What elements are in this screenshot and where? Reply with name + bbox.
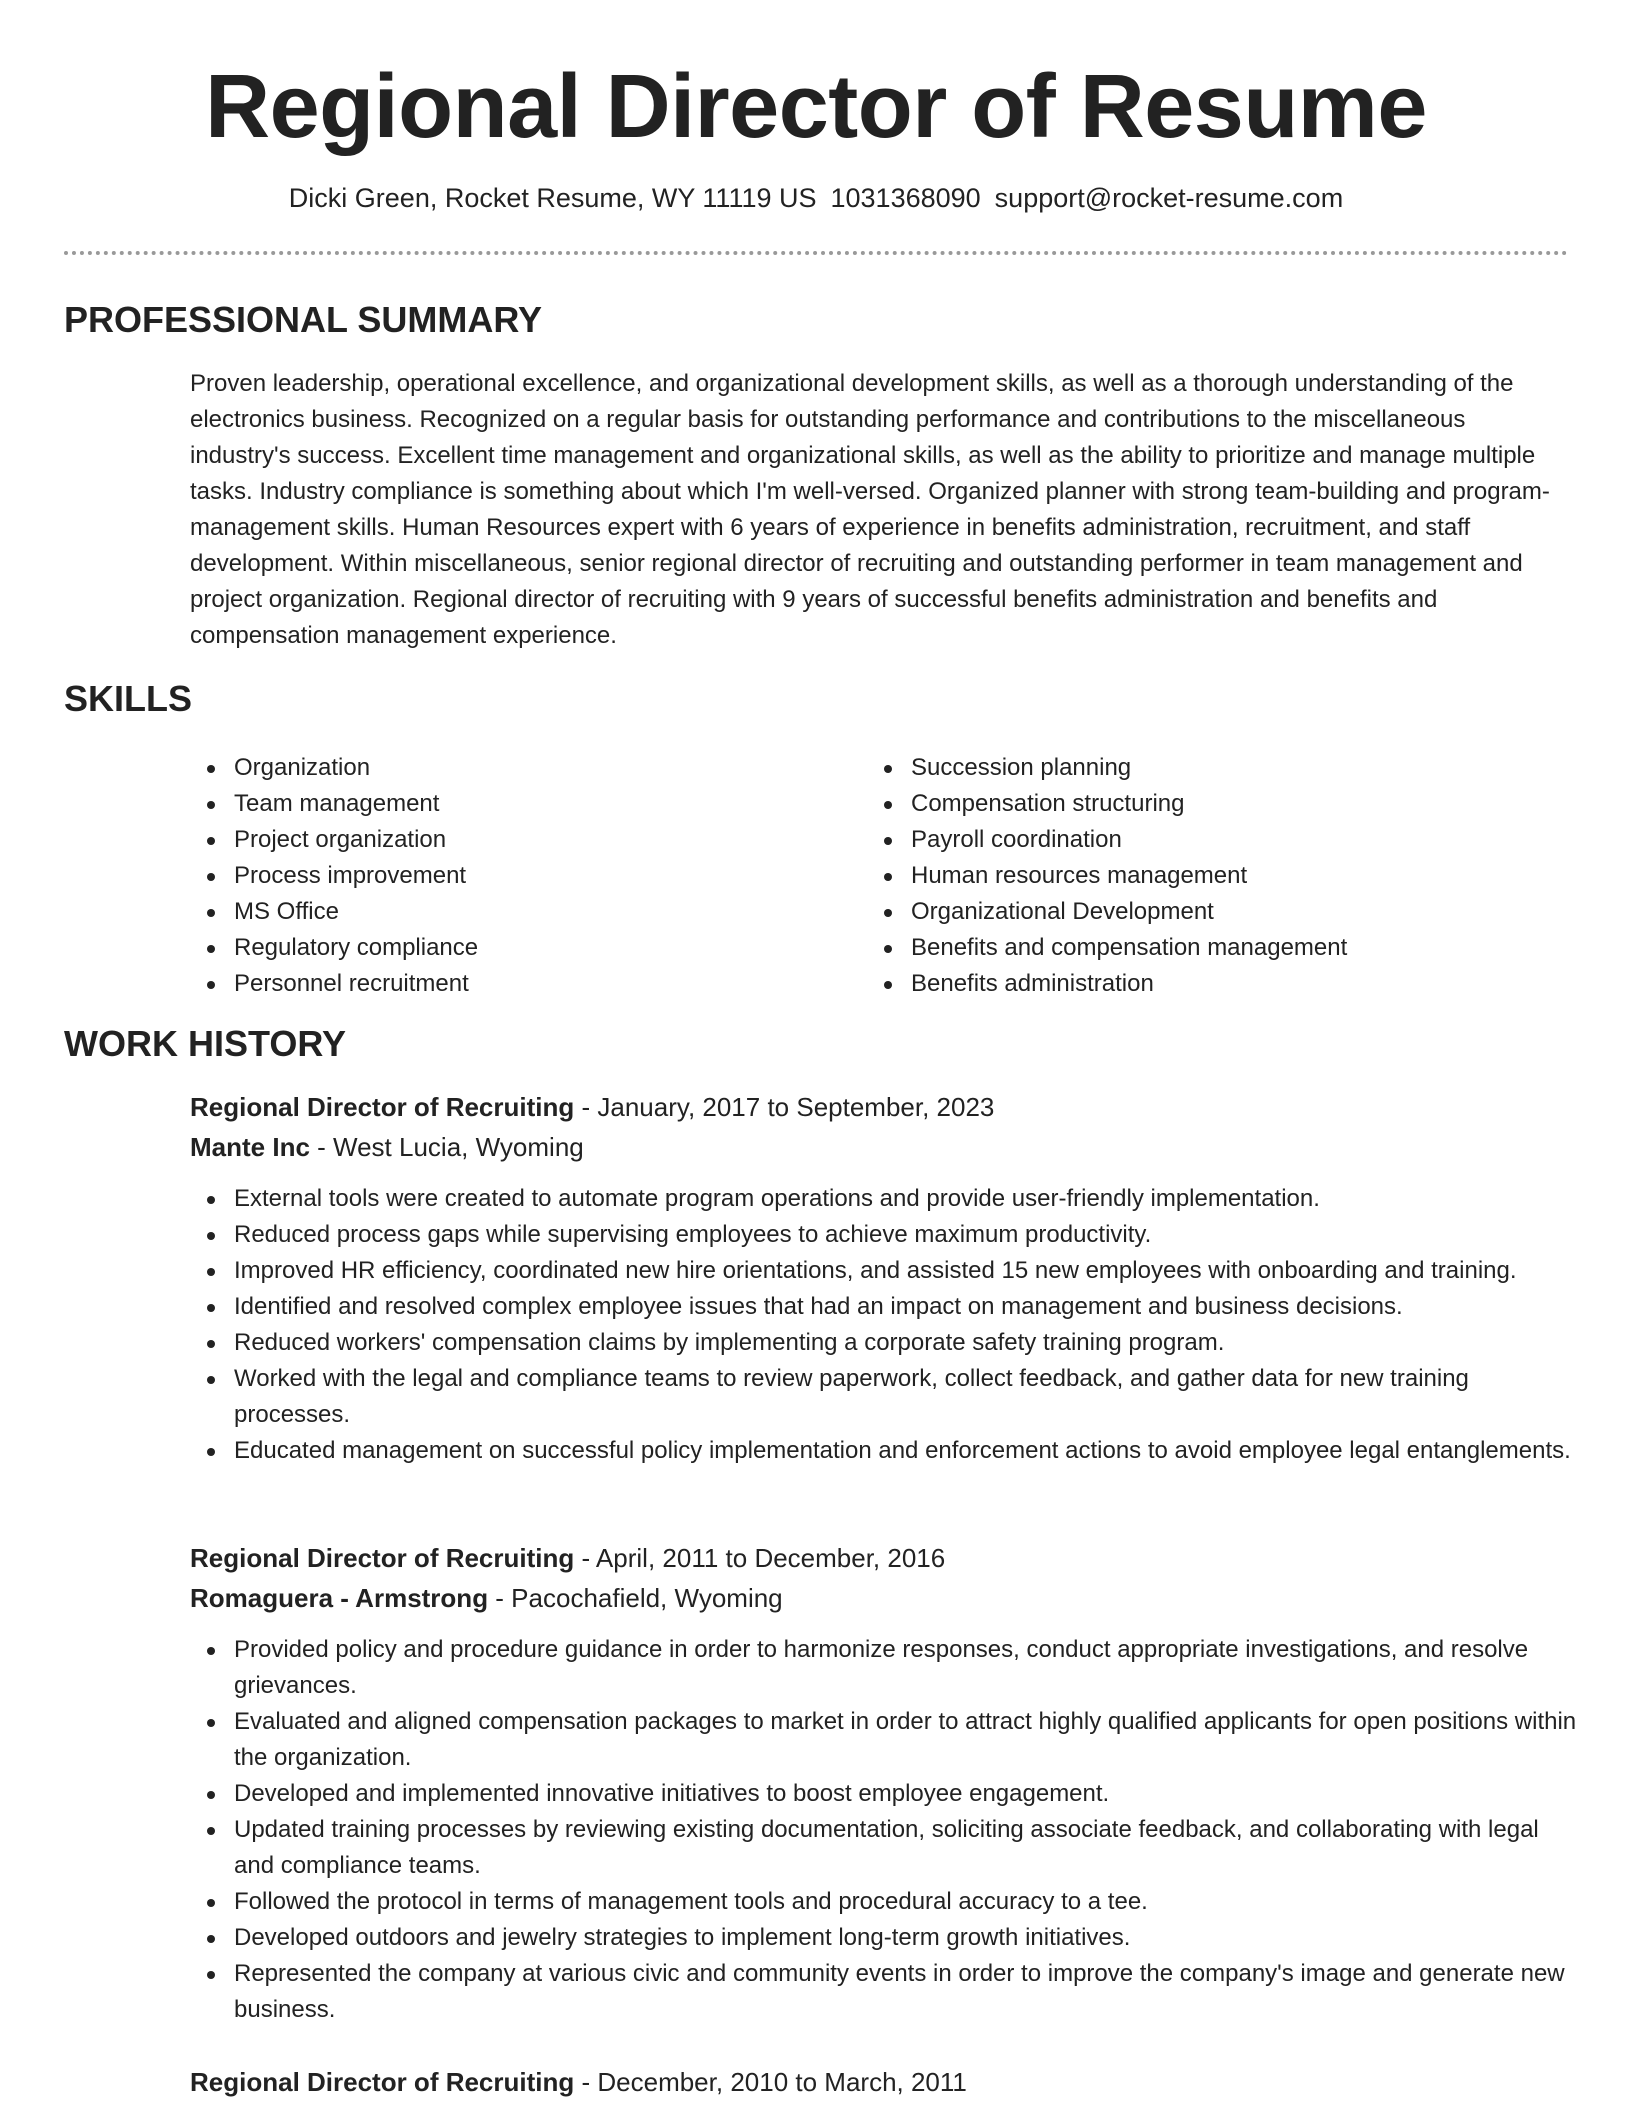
summary-heading: PROFESSIONAL SUMMARY	[64, 299, 543, 340]
job-location: - West Lucia, Wyoming	[309, 1132, 584, 1162]
skill-item: Process improvement	[190, 858, 790, 894]
job-title-line	[190, 1538, 1580, 1578]
skills-list-right	[867, 750, 1567, 1002]
job-entry	[190, 1087, 1580, 1469]
job-dates: - December, 2010 to March, 2011	[574, 2067, 967, 2097]
resume-title: Regional Director of Resume	[205, 57, 1427, 157]
skill-item: Team management	[190, 786, 790, 822]
skill-item: Human resources management	[867, 858, 1567, 894]
job-duty: Improved HR efficiency, coordinated new hire orientations, and assisted 15 new employees with onboarding and training.	[190, 1253, 1580, 1289]
skills-heading: SKILLS	[64, 678, 193, 719]
skill-item: Payroll coordination	[867, 822, 1567, 858]
job-title: Regional Director of Recruiting	[190, 2067, 575, 2097]
job-duty: Represented the company at various civic and community events in order to improve the company's image and generate new business.	[190, 1956, 1580, 2028]
job-entry	[190, 2062, 1580, 2102]
job-company: Romaguera - Armstrong	[190, 1583, 489, 1613]
contact-email: support@rocket-resume.com	[994, 183, 1344, 213]
skill-item: Regulatory compliance	[190, 930, 790, 966]
skill-item: MS Office	[190, 894, 790, 930]
job-duties-list	[190, 1181, 1580, 1469]
job-company-line	[190, 1578, 1580, 1618]
job-dates: - April, 2011 to December, 2016	[574, 1543, 946, 1573]
job-title: Regional Director of Recruiting	[190, 1543, 575, 1573]
job-duty: Reduced process gaps while supervising employees to achieve maximum productivity.	[190, 1217, 1580, 1253]
skill-item: Benefits and compensation management	[867, 930, 1567, 966]
job-duty: Updated training processes by reviewing existing documentation, soliciting associate feedback, and collaborating with legal and compliance teams.	[190, 1812, 1580, 1884]
job-duty: Reduced workers' compensation claims by implementing a corporate safety training program.	[190, 1325, 1580, 1361]
job-duty: Followed the protocol in terms of management tools and procedural accuracy to a tee.	[190, 1884, 1580, 1920]
job-title: Regional Director of Recruiting	[190, 1092, 575, 1122]
contact-phone: 1031368090	[830, 183, 981, 213]
job-duties-list	[190, 1632, 1580, 2028]
job-duty: Educated management on successful policy implementation and enforcement actions to avoid employee legal entanglements.	[190, 1433, 1580, 1469]
skill-item: Compensation structuring	[867, 786, 1567, 822]
job-entry	[190, 1538, 1580, 2028]
job-company-line	[190, 1127, 1580, 1167]
job-company: Mante Inc	[190, 1132, 310, 1162]
contact-address: Dicki Green, Rocket Resume, WY 11119 US	[288, 183, 817, 213]
summary-text: Proven leadership, operational excellence, and organizational development skills, as well as a thorough understanding of the electronics business. Recognized on a regular basis for outstanding performance and contributions to the miscellaneous industry's success. Excellent time management and organizational skills, as well as the ability to prioritize and manage multiple tasks. Industry compliance is something about which I'm well-versed. Organized planner with strong team-building and program-management skills. Human Resources expert with 6 years of experience in benefits administration, recruitment, and staff development. Within miscellaneous, senior regional director of recruiting and outstanding performer in team management and project organization. Regional director of recruiting with 9 years of successful benefits administration and benefits and compensation management experience.	[190, 370, 1550, 649]
job-duty: Provided policy and procedure guidance in order to harmonize responses, conduct appropriate investigations, and resolve grievances.	[190, 1632, 1580, 1704]
job-duty: Developed outdoors and jewelry strategies to implement long-term growth initiatives.	[190, 1920, 1580, 1956]
header-divider	[64, 251, 1568, 255]
skill-item: Project organization	[190, 822, 790, 858]
job-title-line	[190, 1087, 1580, 1127]
job-duty: Worked with the legal and compliance teams to review paperwork, collect feedback, and gather data for new training processes.	[190, 1361, 1580, 1433]
job-dates: - January, 2017 to September, 2023	[574, 1092, 995, 1122]
job-duty: Developed and implemented innovative initiatives to boost employee engagement.	[190, 1776, 1580, 1812]
skill-item: Succession planning	[867, 750, 1567, 786]
job-duty: External tools were created to automate program operations and provide user-friendly implementation.	[190, 1181, 1580, 1217]
skill-item: Benefits administration	[867, 966, 1567, 1002]
work-history-heading: WORK HISTORY	[64, 1023, 347, 1064]
job-duty: Evaluated and aligned compensation packages to market in order to attract highly qualified applicants for open positions within the organization.	[190, 1704, 1580, 1776]
job-location: - Pacochafield, Wyoming	[488, 1583, 783, 1613]
job-duty: Identified and resolved complex employee issues that had an impact on management and business decisions.	[190, 1289, 1580, 1325]
skill-item: Personnel recruitment	[190, 966, 790, 1002]
contact-line	[0, 180, 1632, 216]
skill-item: Organization	[190, 750, 790, 786]
job-title-line	[190, 2062, 1580, 2102]
skills-list-left	[190, 750, 790, 1002]
skill-item: Organizational Development	[867, 894, 1567, 930]
